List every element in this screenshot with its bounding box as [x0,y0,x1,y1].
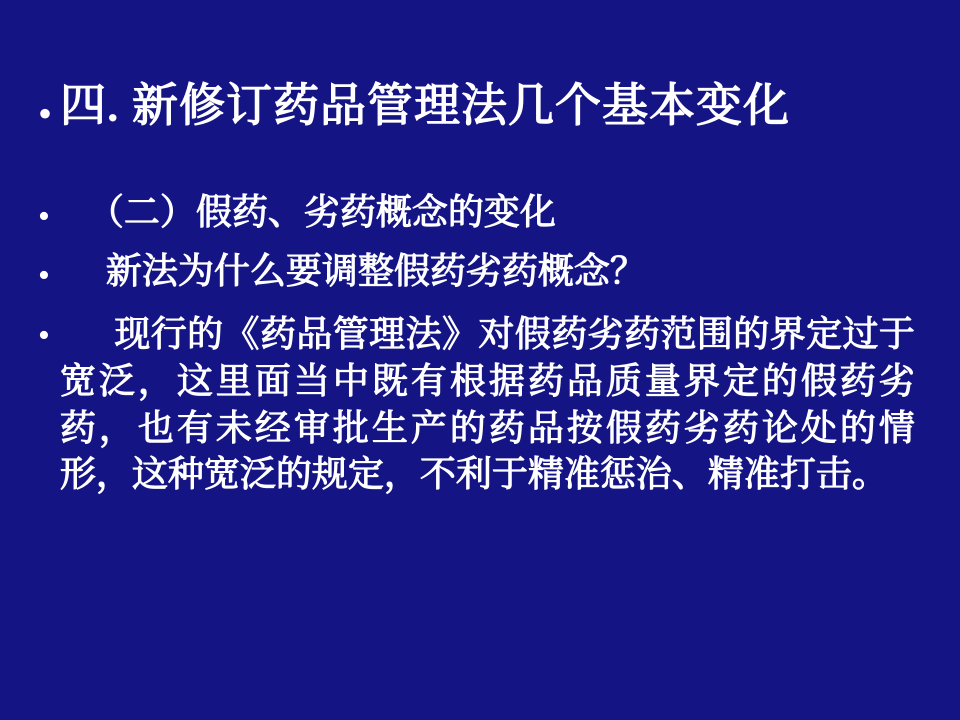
section-heading-text: （二）假药、劣药概念的变化 [87,192,556,233]
bullet-icon: • [38,256,50,294]
bullet-icon: • [38,316,50,354]
bullet-item-question [38,250,920,294]
slide-title-row [38,80,920,136]
bullet-item-paragraph [38,311,920,498]
bullet-item-section [38,192,920,236]
question-text: 新法为什么要调整假药劣药概念？ [105,250,646,291]
body-paragraph-content: 现行的《药品管理法》对假药劣药范围的界定过于宽泛，这里面当中既有根据药品质量界定的假药劣药，也有未经审批生产的药品按假药劣药论处的情形，这种宽泛的规定，不利于精准惩治、精准打击。 [59,313,915,495]
bullet-icon: • [38,91,53,136]
slide-title: 四. 新修订药品管理法几个基本变化 [60,80,791,131]
body-paragraph-text [60,311,915,498]
bullet-icon: • [38,198,50,236]
